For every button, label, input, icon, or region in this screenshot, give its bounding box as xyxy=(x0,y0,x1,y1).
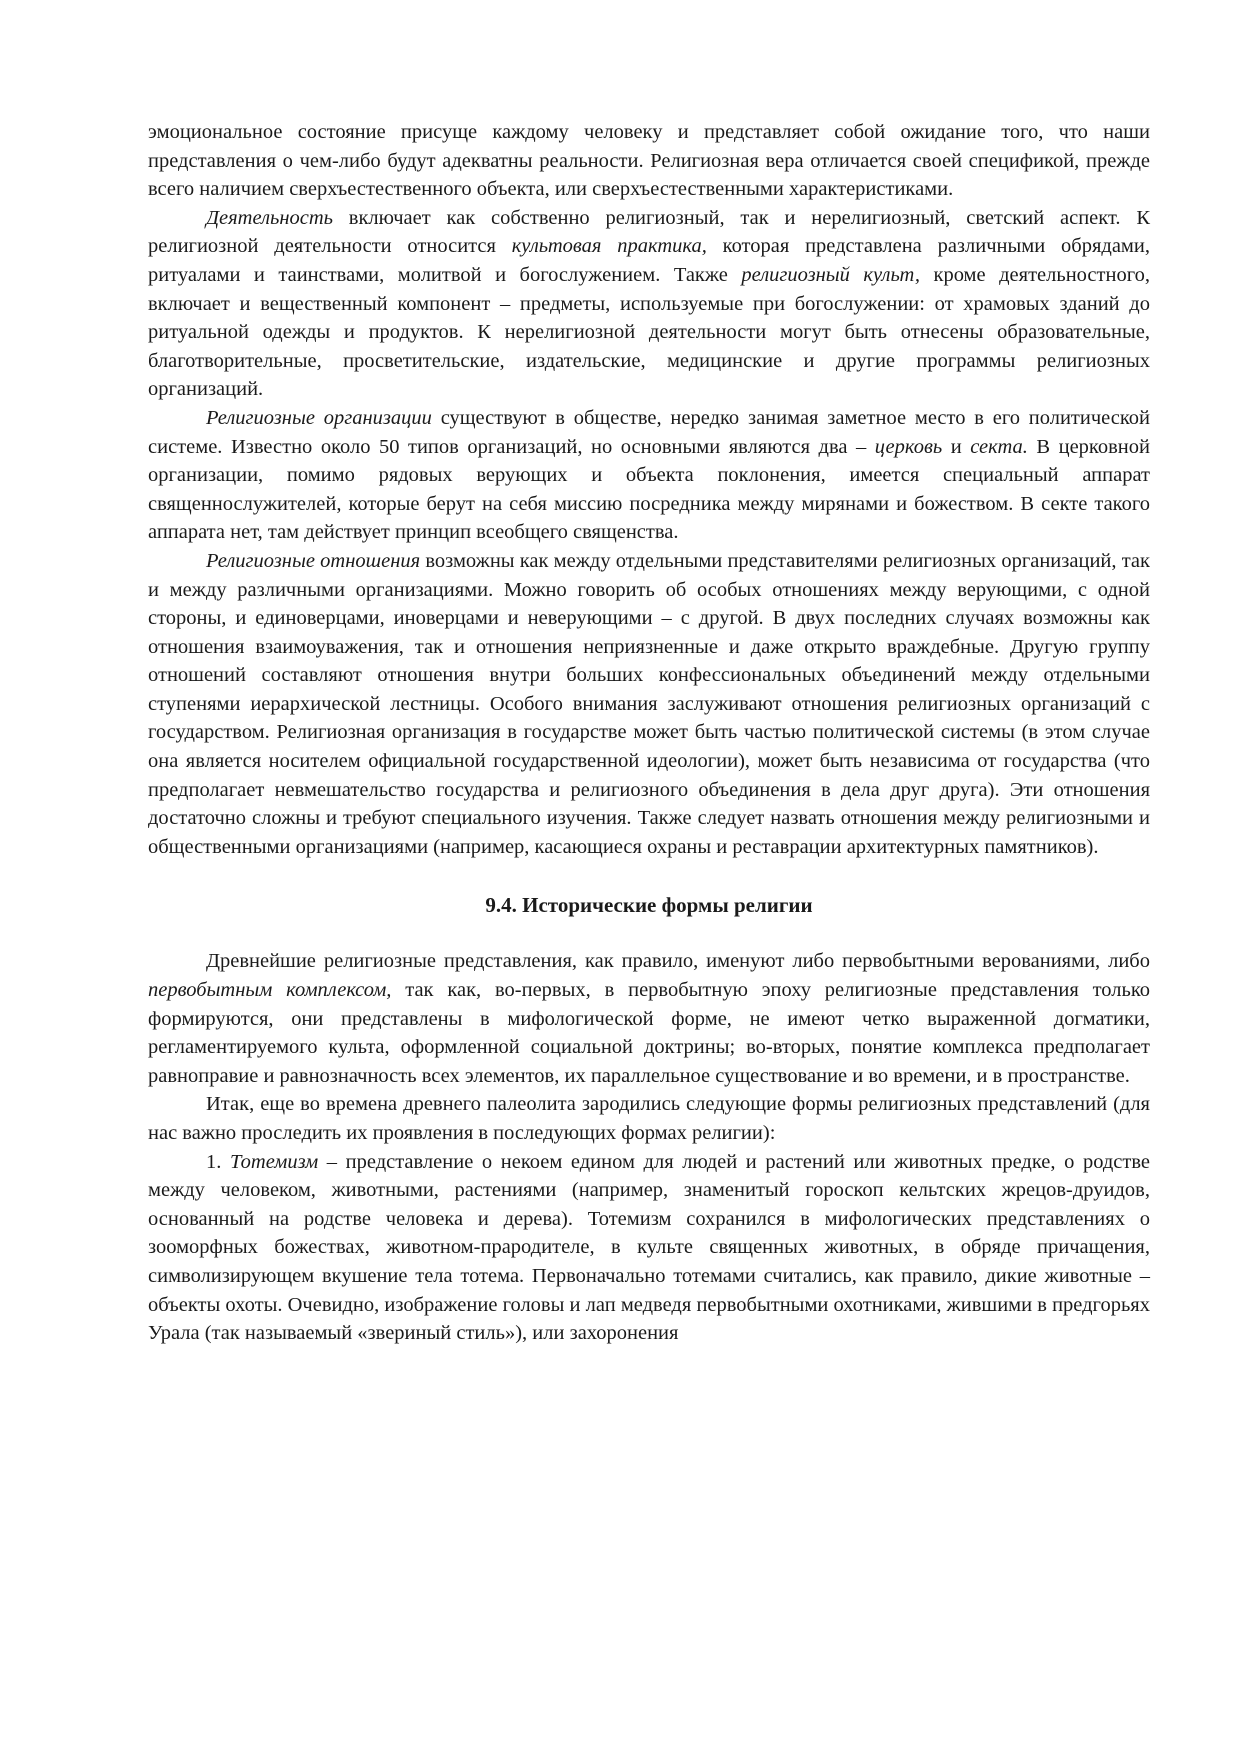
paragraph-relations xyxy=(148,547,1150,862)
paragraph-activity-text-3: кроме деятельностного, включает и вещественный компонент – предметы, используемые при богослужении: от храмовых зданий до ритуальной одежды и продуктов. К нерелигиозной деятельности могут быть отнесены образовательные, благотворительные, просветительские, издательские, медицинские и другие программы религиозных организаций. xyxy=(148,263,1150,401)
term-religious-organizations: Религиозные организации xyxy=(206,406,432,429)
paragraph-ancient-beliefs-text-2: так как, во-первых, в первобытную эпоху религиозные представления только формируются, они представлены в мифологической форме, не имеют четко выраженной догматики, регламентируемого культа, оформленной социальной доктрины; во-вторых, понятие комплекса предполагает равноправие и равнозначность всех элементов, их параллельное существование и во времени, и в пространстве. xyxy=(148,979,1150,1087)
paragraph-emotional-state: эмоциональное состояние присуще каждому человеку и представляет собой ожидание того, что наши представления о чем-либо будут адекватны реальности. Религиозная вера отличается своей спецификой, прежде всего наличием сверхъестественного объекта, или сверхъестественными характеристиками. xyxy=(148,121,1150,201)
term-totemism: Тотемизм – xyxy=(229,1150,338,1173)
term-religious-cult: религиозный культ, xyxy=(741,263,920,286)
term-activity: Деятельность xyxy=(206,206,333,229)
term-religious-relations: Религиозные отношения xyxy=(206,549,421,572)
paragraph-organizations-text-3: В церковной организации, помимо рядовых верующих и объекта поклонения, имеется специальный аппарат священнослужителей, которые берут на себя миссию посредника между мирянами и божеством. В секте такого аппарата нет, там действует принцип всеобщего священства. xyxy=(148,435,1150,544)
paragraph-ancient-beliefs-text-1: Древнейшие религиозные представления, как правило, именуют либо первобытными верованиями, либо xyxy=(206,950,1150,973)
paragraph-organizations-text-1: существуют в обществе, нередко занимая заметное место в его политической системе. Известно около 50 типов организаций, но основными являются два – xyxy=(148,406,1151,458)
paragraph-ancient-beliefs xyxy=(148,947,1150,1090)
paragraph-activity-text-2: которая представлена различными обрядами, ритуалами и таинствами, молитвой и богослужением. Также xyxy=(148,235,1150,286)
term-sect: секта. xyxy=(970,435,1028,458)
paragraph-activity-text-1: включает как собственно религиозный, так и нерелигиозный, светский аспект. К религиозной деятельности относится xyxy=(148,206,1150,258)
term-primitive-complex: первобытным комплексом, xyxy=(148,979,392,1002)
paragraph-organizations-text-2: и xyxy=(942,435,971,458)
section-heading: 9.4. Исторические формы религии xyxy=(485,893,813,918)
term-church: церковь xyxy=(874,435,943,458)
list-number: 1. xyxy=(206,1150,230,1173)
paragraph-totemism-text: представление о некоем едином для людей и растений или животных предке, о родстве между человеком, животными, растениями (например, знаменитый гороскоп кельтских жрецов-друидов, основанный на родстве человека и дерева). Тотемизм сохранился в мифологических представлениях о зооморфных божествах, животном-прародителе, в культе священных животных, в обряде причащения, символизирующем вкушение тела тотема. Первоначально тотемами считались, как правило, дикие животные – объекты охоты. Очевидно, изображение головы и лап медведя первобытными охотниками, жившими в предгорьях Урала (так называемый «звериный стиль»), или захоронения xyxy=(148,1150,1151,1345)
paragraph-totemism xyxy=(148,1148,1150,1348)
paragraph-organizations xyxy=(148,404,1150,547)
paragraph-relations-text: возможны как между отдельными представителями религиозных организаций, так и между различными организациями. Можно говорить об особых отношениях между верующими, с одной стороны, и единоверцами, иноверцами и неверующими – с другой. В двух последних случаях возможны как отношения взаимоуважения, так и отношения неприязненные и даже открыто враждебные. Другую группу отношений составляют отношения внутри больших конфессиональных объединений между отдельными ступенями иерархической лестницы. Особого внимания заслуживают отношения религиозных организаций с государством. Религиозная организация в государстве может быть частью политической системы (в этом случае она является носителем официальной государственной идеологии), может быть независима от государства (что предполагает невмешательство государства и религиозного объединения в дела друг друга). Эти отношения достаточно сложны и требуют специального изучения. Также следует назвать отношения между религиозными и общественными организациями (например, касающиеся охраны и реставрации архитектурных памятников). xyxy=(148,549,1150,858)
paragraph-paleolithic: Итак, еще во времена древнего палеолита зародились следующие формы религиозных представлений (для нас важно проследить их проявления в последующих формах религии): xyxy=(148,1093,1150,1144)
paragraph-activity xyxy=(148,204,1150,404)
term-cult-practice: культовая практика, xyxy=(511,235,707,258)
document-page xyxy=(148,118,1150,1348)
